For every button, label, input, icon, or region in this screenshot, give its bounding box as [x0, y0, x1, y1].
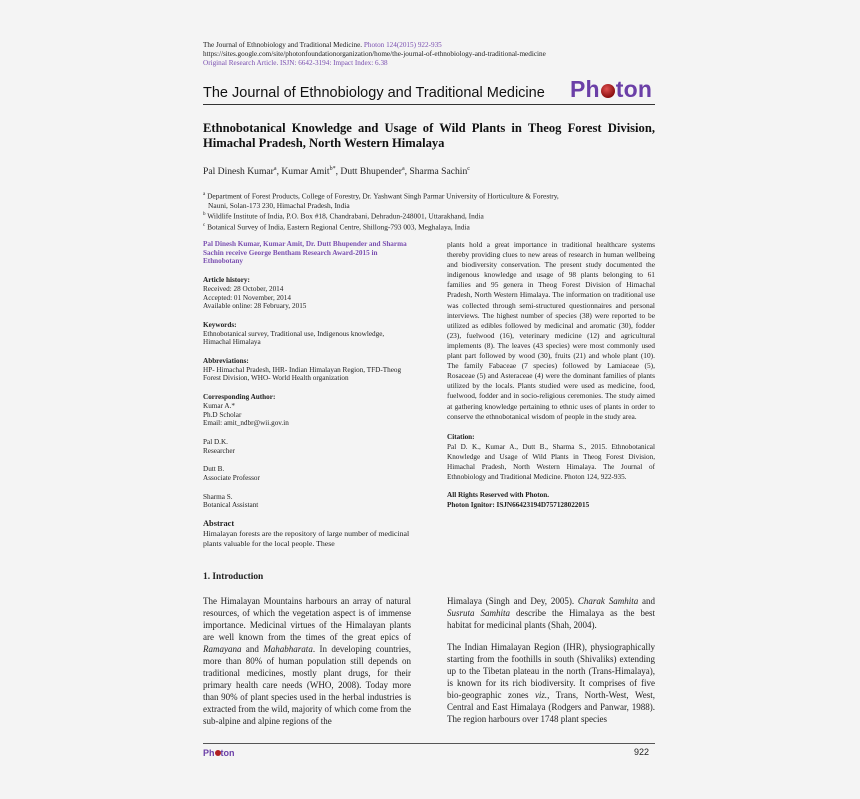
rights-note: All Rights Reserved with Photon.	[447, 490, 550, 499]
affiliation: Nauni, Solan-173 230, Himachal Pradesh, India	[208, 200, 350, 210]
author-role: Associate Professor	[203, 474, 260, 483]
citation-label: Citation:	[447, 432, 475, 441]
page-number: 922	[634, 747, 650, 757]
affiliation-list	[203, 190, 663, 231]
affiliation: $^a$ Department of Forest Products, College of Forestry, Dr. Yashwant Singh Parmar University of Horticulture & Forestry,	[203, 191, 559, 201]
footer-rule	[203, 743, 655, 744]
logo-dot-icon	[601, 84, 615, 98]
keywords-label: Keywords:	[203, 320, 237, 329]
abbreviations-label: Abbreviations:	[203, 357, 249, 366]
intro-left-text: The Himalayan Mountains harbours an array of natural resources, of which the vegetation aspect is of immense importance. Medicinal virtues of the Himalayan plants are well known from the times of the great epics of Ramayana and Mahabharata. In developing countries, more than 80% of human population still depends on traditional medicines, mostly plant drugs, for their primary health care needs (WHO, 2008). Today more than 90% of plant species used in the herbal industries is extracted from the wild, majority of which come from the sub-alpine and alpine regions of the	[203, 596, 411, 726]
header-article-type: Original Research Article. ISJN: 6642-3194: Impact Index: 6.38	[203, 59, 388, 67]
author-role: Botanical Assistant	[203, 501, 259, 510]
abstract-heading: Abstract	[203, 519, 235, 529]
header-rule	[203, 104, 655, 105]
header-url[interactable]: https://sites.google.com/site/photonfoundationorganization/home/the-journal-of-ethnobiology-and-traditional-medicine	[203, 50, 546, 58]
author-role: Researcher	[203, 446, 235, 455]
photon-logo: Ph ton	[570, 76, 653, 102]
author-name: Sharma S.	[203, 492, 233, 501]
author-list: Pal Dinesh Kumar$^a$, Kumar Amit$^{b*}$, Dutt Bhupender$^a$, Sharma Sachin$^c$	[203, 166, 470, 178]
intro-right-para-1: Himalaya (Singh and Dey, 2005). Charak Samhita and Susruta Samhita describe the Himalaya as the best habitat for medicinal plants (Shah, 2004).	[447, 596, 656, 630]
available-date: Available online: 28 February, 2015	[203, 302, 307, 311]
corresponding-role: Ph.D Scholar	[203, 410, 242, 419]
author-name: Dutt B.	[203, 465, 225, 474]
left-sidebar	[203, 240, 411, 549]
citation-text: Pal D. K., Kumar A., Dutt B., Sharma S., 2015. Ethnobotanical Knowledge and Usage of Wild Plants in Theog Forest Division, Himachal Pradesh, North Western Himalaya. The Journal of Ethnobiology and Traditional Medicine. Photon 124, 922-935.	[447, 442, 655, 481]
photon-ignitor: Photon Ignitor: ISJN66423194D757128022015	[447, 500, 590, 509]
journal-title: The Journal of Ethnobiology and Traditional Medicine	[203, 85, 545, 101]
corresponding-email[interactable]: Email: amit_ndbr@wii.gov.in	[203, 419, 289, 428]
section-heading: 1. Introduction	[203, 572, 264, 582]
keywords: Ethnobotanical survey, Traditional use, Indigenous knowledge, Himachal Himalaya	[203, 329, 385, 347]
author-name: Pal D.K.	[203, 437, 228, 446]
accepted-date: Accepted: 01 November, 2014	[203, 293, 291, 302]
header-citation: The Journal of Ethnobiology and Traditional Medicine. Photon 124(2015) 922-935	[203, 41, 442, 49]
affiliation: $^c$ Botanical Survey of India, Eastern Regional Centre, Shillong-793 003, Meghalaya, India	[203, 222, 470, 232]
history-label: Article history:	[203, 276, 250, 285]
award-note: Pal Dinesh Kumar, Kumar Amit, Dr. Dutt Bhupender and Sharma Sachin receive George Bentham Research Award-2015 in Ethnobotany	[203, 240, 407, 266]
corresponding-name: Kumar A.*	[203, 401, 235, 410]
corresponding-author-label: Corresponding Author:	[203, 393, 276, 402]
footer-logo: Ph ton	[203, 748, 235, 758]
abbreviations: HP- Himachal Pradesh, IHR- Indian Himalayan Region, TFD-Theog Forest Division, WHO- World Health organization	[203, 365, 402, 383]
intro-right-para-2: The Indian Himalayan Region (IHR), physiographically starting from the foothills in south (Shivaliks) extending up to the Tibetan plateau in the north (Trans-Himalaya), is known for its rich biodiversity. It comprises of five bio-geographic zones viz., Trans, North-West, West, Central and East Himalaya (Rodgers and Panwar, 1988). The region harbours over 1748 plant species	[447, 642, 655, 724]
header-photon-link[interactable]: Photon 124(2015) 922-935	[363, 41, 442, 49]
right-abstract-column	[447, 240, 655, 510]
article-title: Ethnobotanical Knowledge and Usage of Wild Plants in Theog Forest Division, Himachal Pradesh, North Western Himalaya	[203, 121, 655, 150]
affiliation: $^b$ Wildlife Institute of India, P.O. Box #18, Chandrabani, Dehradun-248001, Uttarakhand, India	[203, 211, 484, 221]
abstract-start: Himalayan forests are the repository of large number of medicinal plants valuable for the local people. These	[203, 528, 410, 548]
abstract-continued: plants hold a great importance in traditional healthcare systems thereby providing clues to new areas of research in human wellbeing and biodiversity conservation. The present study documented the indigenous knowledge and usage of 98 plants belonging to 61 families and 95 genera in Theog Forest Division of Himachal Pradesh, North Western Himalaya. The information on traditional use was collected through semi-structured questionnaires and personal interviews. The highest number of species (38) were reported to be utilized as edibles followed by medicinal and aromatic (30), fodder (23), fuelwood (16), veterinary medicine (12) and agricultural implements (8). The leaves (43 species) were most commonly used plant part followed by wood (30), fruits (21) and whole plant (10). The family Fabaceae (7 species) followed by Lamiaceae (5), Rosaceae (5) and Asteraceae (4) were the dominant families of plants utilized by the locals. Plants studied were used as medicine, food, fuelwood, fodder and in socio-religious ceremonies. The study aimed at gathering knowledge pertaining to ethnic uses of plants in order to conserve the ethnobotanical wisdom of people in the study area.	[447, 240, 655, 421]
received-date: Received: 28 October, 2014	[203, 284, 284, 293]
